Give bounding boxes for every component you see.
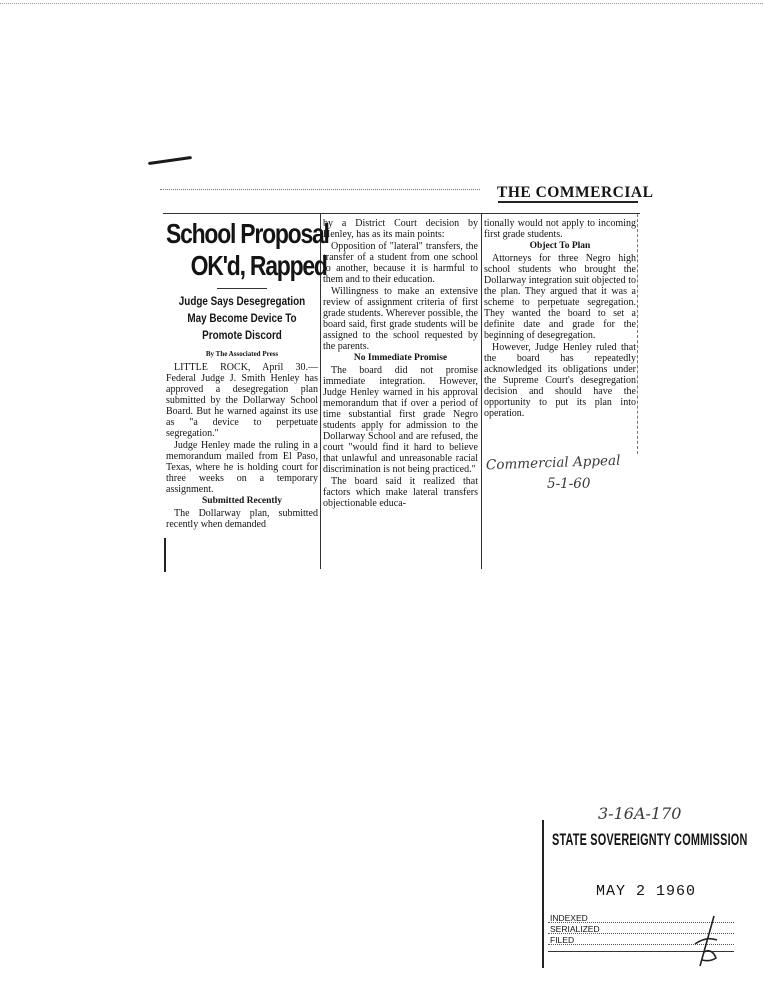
article-paragraph: by a District Court decision by Henley, has as its main points: <box>323 218 478 240</box>
section-subheading: Submitted Recently <box>202 496 282 506</box>
article-paragraph: The Dollarway plan, submitted recently when demanded <box>166 508 318 530</box>
article-paragraph: Opposition of "lateral" transfers, the transfer of a student from one school to another, because it is harmful to them and to their education. <box>323 241 478 285</box>
article-paragraph: LITTLE ROCK, April 30.—Federal Judge J. Smith Henley has approved a desegregation plan submitted by the Dollarway School Board. But he warned against its use as "a device to perpetuate segregation." <box>166 362 318 439</box>
article-column-2 <box>323 218 478 510</box>
clipping-top-rule <box>163 213 640 214</box>
masthead-rule <box>160 189 480 190</box>
clipping-left-edge <box>164 538 166 572</box>
headline-divider <box>217 288 267 289</box>
article-paragraph: Attorneys for three Negro high school students who brought the Dollarway integration suit objected to the plan. They argued that it was a scheme to perpetuate segregation. They wanted the board to set a definite date and grade for the beginning of desegregation. <box>484 253 636 341</box>
column-rule-2 <box>481 214 482 569</box>
masthead-underline <box>498 201 638 203</box>
handwritten-file-number: 3-16A-170 <box>598 804 682 823</box>
stamp-title: STATE SOVEREIGNTY COMMISSION <box>552 831 748 849</box>
article-column-3 <box>484 218 636 420</box>
clipping-right-edge <box>637 214 638 454</box>
article-paragraph: tionally would not apply to incoming first grade students. <box>484 218 636 240</box>
pen-mark <box>148 156 192 165</box>
article-paragraph: Willingness to make an extensive review of assignment criteria of first grade students. Wherever possible, the board said, first grade students will be assigned to the school requested by the parents. <box>323 286 478 352</box>
handwritten-source-note: Commercial Appeal <box>485 452 621 474</box>
article-subhead: Judge Says Desegregation May Become Device To Promote Discord <box>178 296 306 342</box>
stamp-label-filed: FILED <box>550 935 575 945</box>
handwritten-date-note: 5-1-60 <box>547 476 591 492</box>
stamp-label-serialized: SERIALIZED <box>550 924 600 934</box>
article-column-1 <box>166 218 329 531</box>
article-headline <box>166 218 329 282</box>
article-paragraph: However, Judge Henley ruled that the board has repeatedly acknowledged its obligations under the Supreme Court's desegregation decision and should have the opportunity to put its plan into operation. <box>484 342 636 419</box>
initials-signature <box>692 914 720 968</box>
headline-line-1: School Proposal <box>166 218 329 249</box>
article-byline: By The Associated Press <box>205 350 279 358</box>
article-paragraph: Judge Henley made the ruling in a memorandum mailed from El Paso, Texas, where he is holding court for three weeks on a temporary assignment. <box>166 440 318 495</box>
article-paragraph: The board said it realized that factors which make lateral transfers objectionable educa- <box>323 476 478 509</box>
page-top-dotted-edge <box>0 3 763 4</box>
stamp-date: MAY 2 1960 <box>596 883 697 900</box>
commission-stamp <box>542 820 748 968</box>
section-subheading: No Immediate Promise <box>353 353 448 363</box>
newspaper-masthead: THE COMMERCIAL <box>497 184 654 201</box>
article-paragraph: The board did not promise immediate integration. However, Judge Henley warned in his approval memorandum that if over a period of time substantial first grade Negro students apply for admission to the Dollarway School and are refused, the court "would find it hard to believe that unlawful and unreasonable racial discrimination is not being practiced." <box>323 365 478 475</box>
section-subheading: Object To Plan <box>529 241 591 251</box>
stamp-label-indexed: INDEXED <box>550 913 588 923</box>
headline-line-2: OK'd, Rapped <box>190 250 327 281</box>
